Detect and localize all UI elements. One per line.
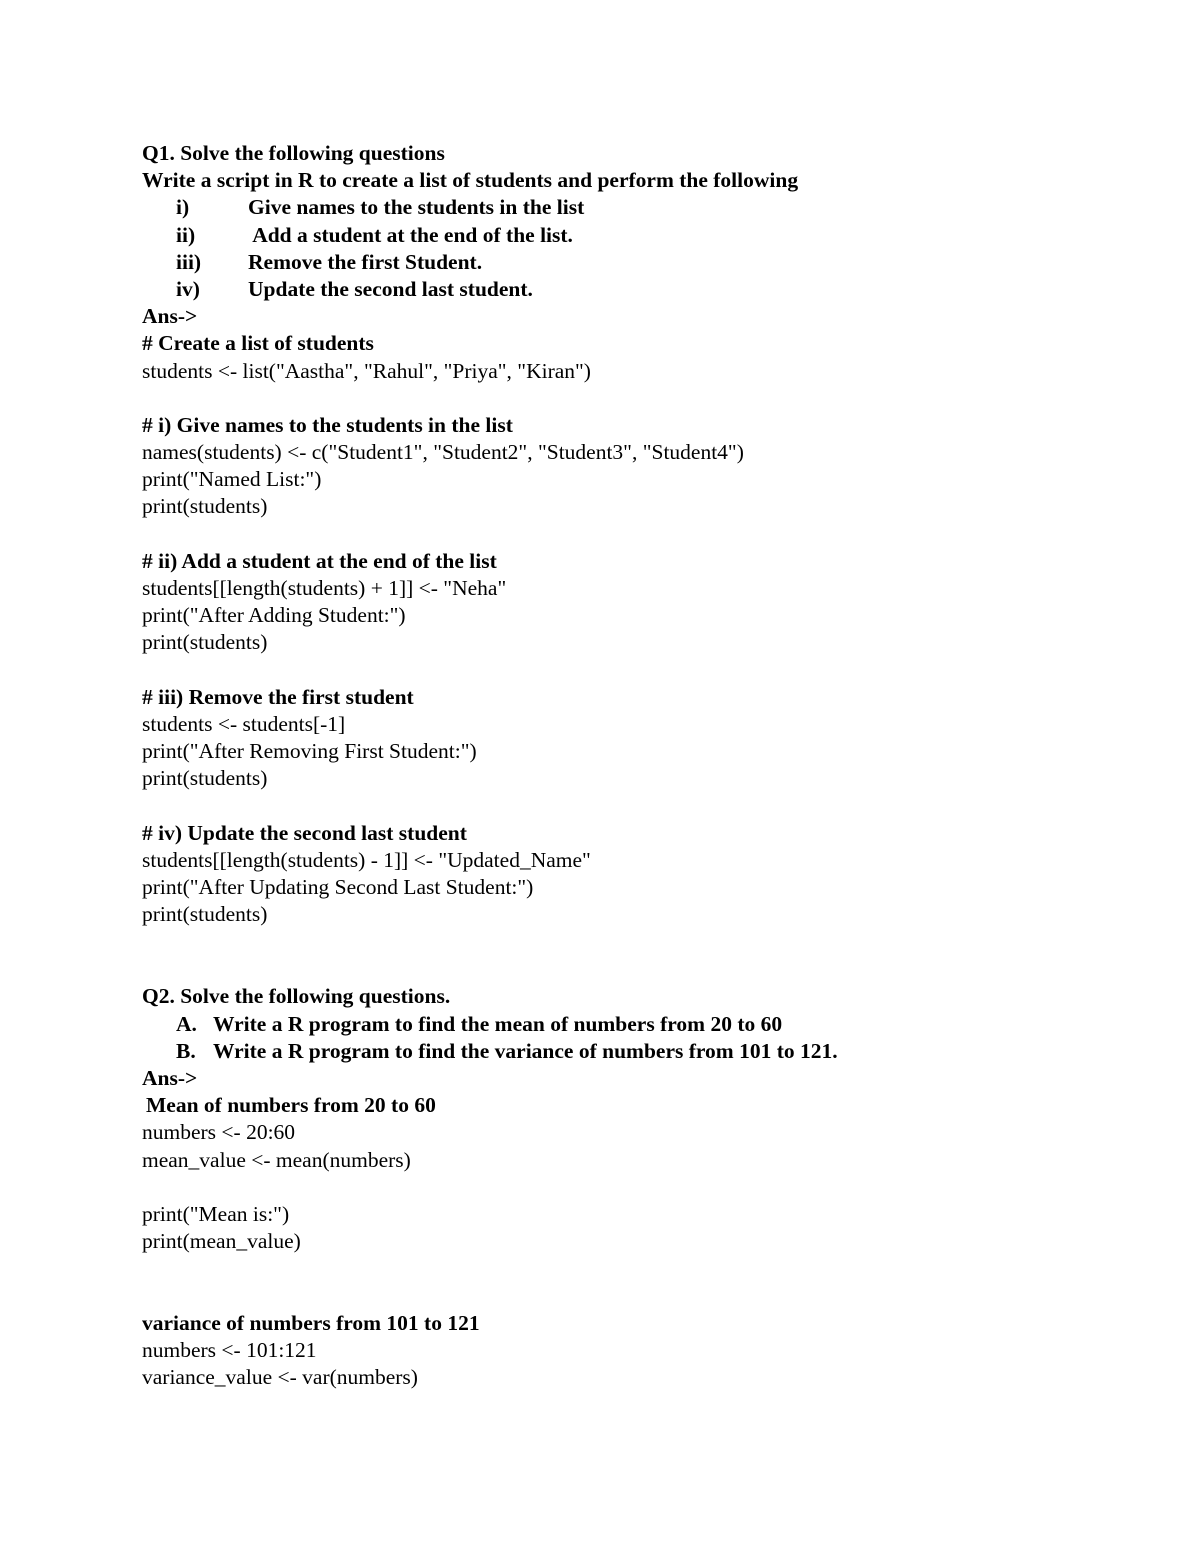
q1-item-2 (142, 222, 1142, 249)
variance-section-title: variance of numbers from 101 to 121 (142, 1310, 480, 1335)
q1-item-3 (142, 249, 1142, 276)
q1-item-text: Remove the first Student. (248, 249, 483, 274)
code-line: print("Named List:") (142, 467, 322, 492)
q1-ans-label: Ans-> (142, 304, 198, 329)
q2-item-b (142, 1038, 1142, 1065)
code-line: students <- list("Aastha", "Rahul", "Priya", "Kiran") (142, 358, 591, 383)
q1-item-1 (142, 194, 1142, 221)
mean-section-title: Mean of numbers from 20 to 60 (146, 1093, 436, 1118)
q2-ans-label: Ans-> (142, 1066, 198, 1090)
code-line: print("After Adding Student:") (142, 603, 406, 628)
q2-heading: Q2. Solve the following questions. (142, 984, 451, 1009)
code-line: names(students) <- c("Student1", "Student2", "Student3", "Student4") (142, 440, 744, 465)
code-line: students[[length(students) - 1]] <- "Updated_Name" (142, 847, 591, 872)
q1-item-num: iv) (176, 276, 200, 301)
code-comment: # Create a list of students (142, 331, 374, 356)
code-line: numbers <- 20:60 (142, 1120, 296, 1145)
code-line: students[[length(students) + 1]] <- "Neha" (142, 576, 507, 600)
code-line: print(mean_value) (142, 1229, 301, 1254)
code-comment: # ii) Add a student at the end of the list (142, 548, 497, 573)
q2-item-text: Write a R program to find the mean of numbers from 20 to 60 (213, 1011, 783, 1036)
code-comment: # iii) Remove the first student (142, 684, 414, 709)
code-line: print("After Removing First Student:") (142, 739, 477, 764)
code-line: print(students) (142, 902, 268, 927)
q2-item-text: Write a R program to find the variance of numbers from 101 to 121. (213, 1038, 838, 1063)
code-comment: # i) Give names to the students in the list (142, 412, 513, 437)
document-page (142, 140, 1142, 1391)
q1-item-4 (142, 276, 1142, 303)
q2-item-a (142, 1011, 1142, 1038)
code-line: print("After Updating Second Last Student:") (142, 875, 534, 900)
code-line: students <- students[-1] (142, 711, 346, 736)
code-comment: # iv) Update the second last student (142, 820, 467, 845)
code-line: print(students) (142, 494, 268, 519)
q1-item-text: Update the second last student. (248, 276, 533, 301)
code-line: variance_value <- var(numbers) (142, 1365, 418, 1390)
q1-item-text: Add a student at the end of the list. (248, 222, 573, 247)
q1-item-num: iii) (176, 249, 202, 274)
code-line: mean_value <- mean(numbers) (142, 1147, 411, 1172)
q1-item-num: i) (176, 195, 190, 220)
code-line: print(students) (142, 766, 268, 791)
q2-item-num: B. (176, 1038, 196, 1063)
code-line: print("Mean is:") (142, 1201, 290, 1226)
code-line: numbers <- 101:121 (142, 1337, 317, 1362)
q1-intro: Write a script in R to create a list of students and perform the following (142, 168, 799, 193)
code-line: print(students) (142, 630, 268, 655)
q1-item-text: Give names to the students in the list (248, 195, 585, 220)
q2-item-num: A. (176, 1011, 197, 1036)
q1-heading: Q1. Solve the following questions (142, 141, 445, 165)
q1-item-num: ii) (176, 222, 196, 247)
